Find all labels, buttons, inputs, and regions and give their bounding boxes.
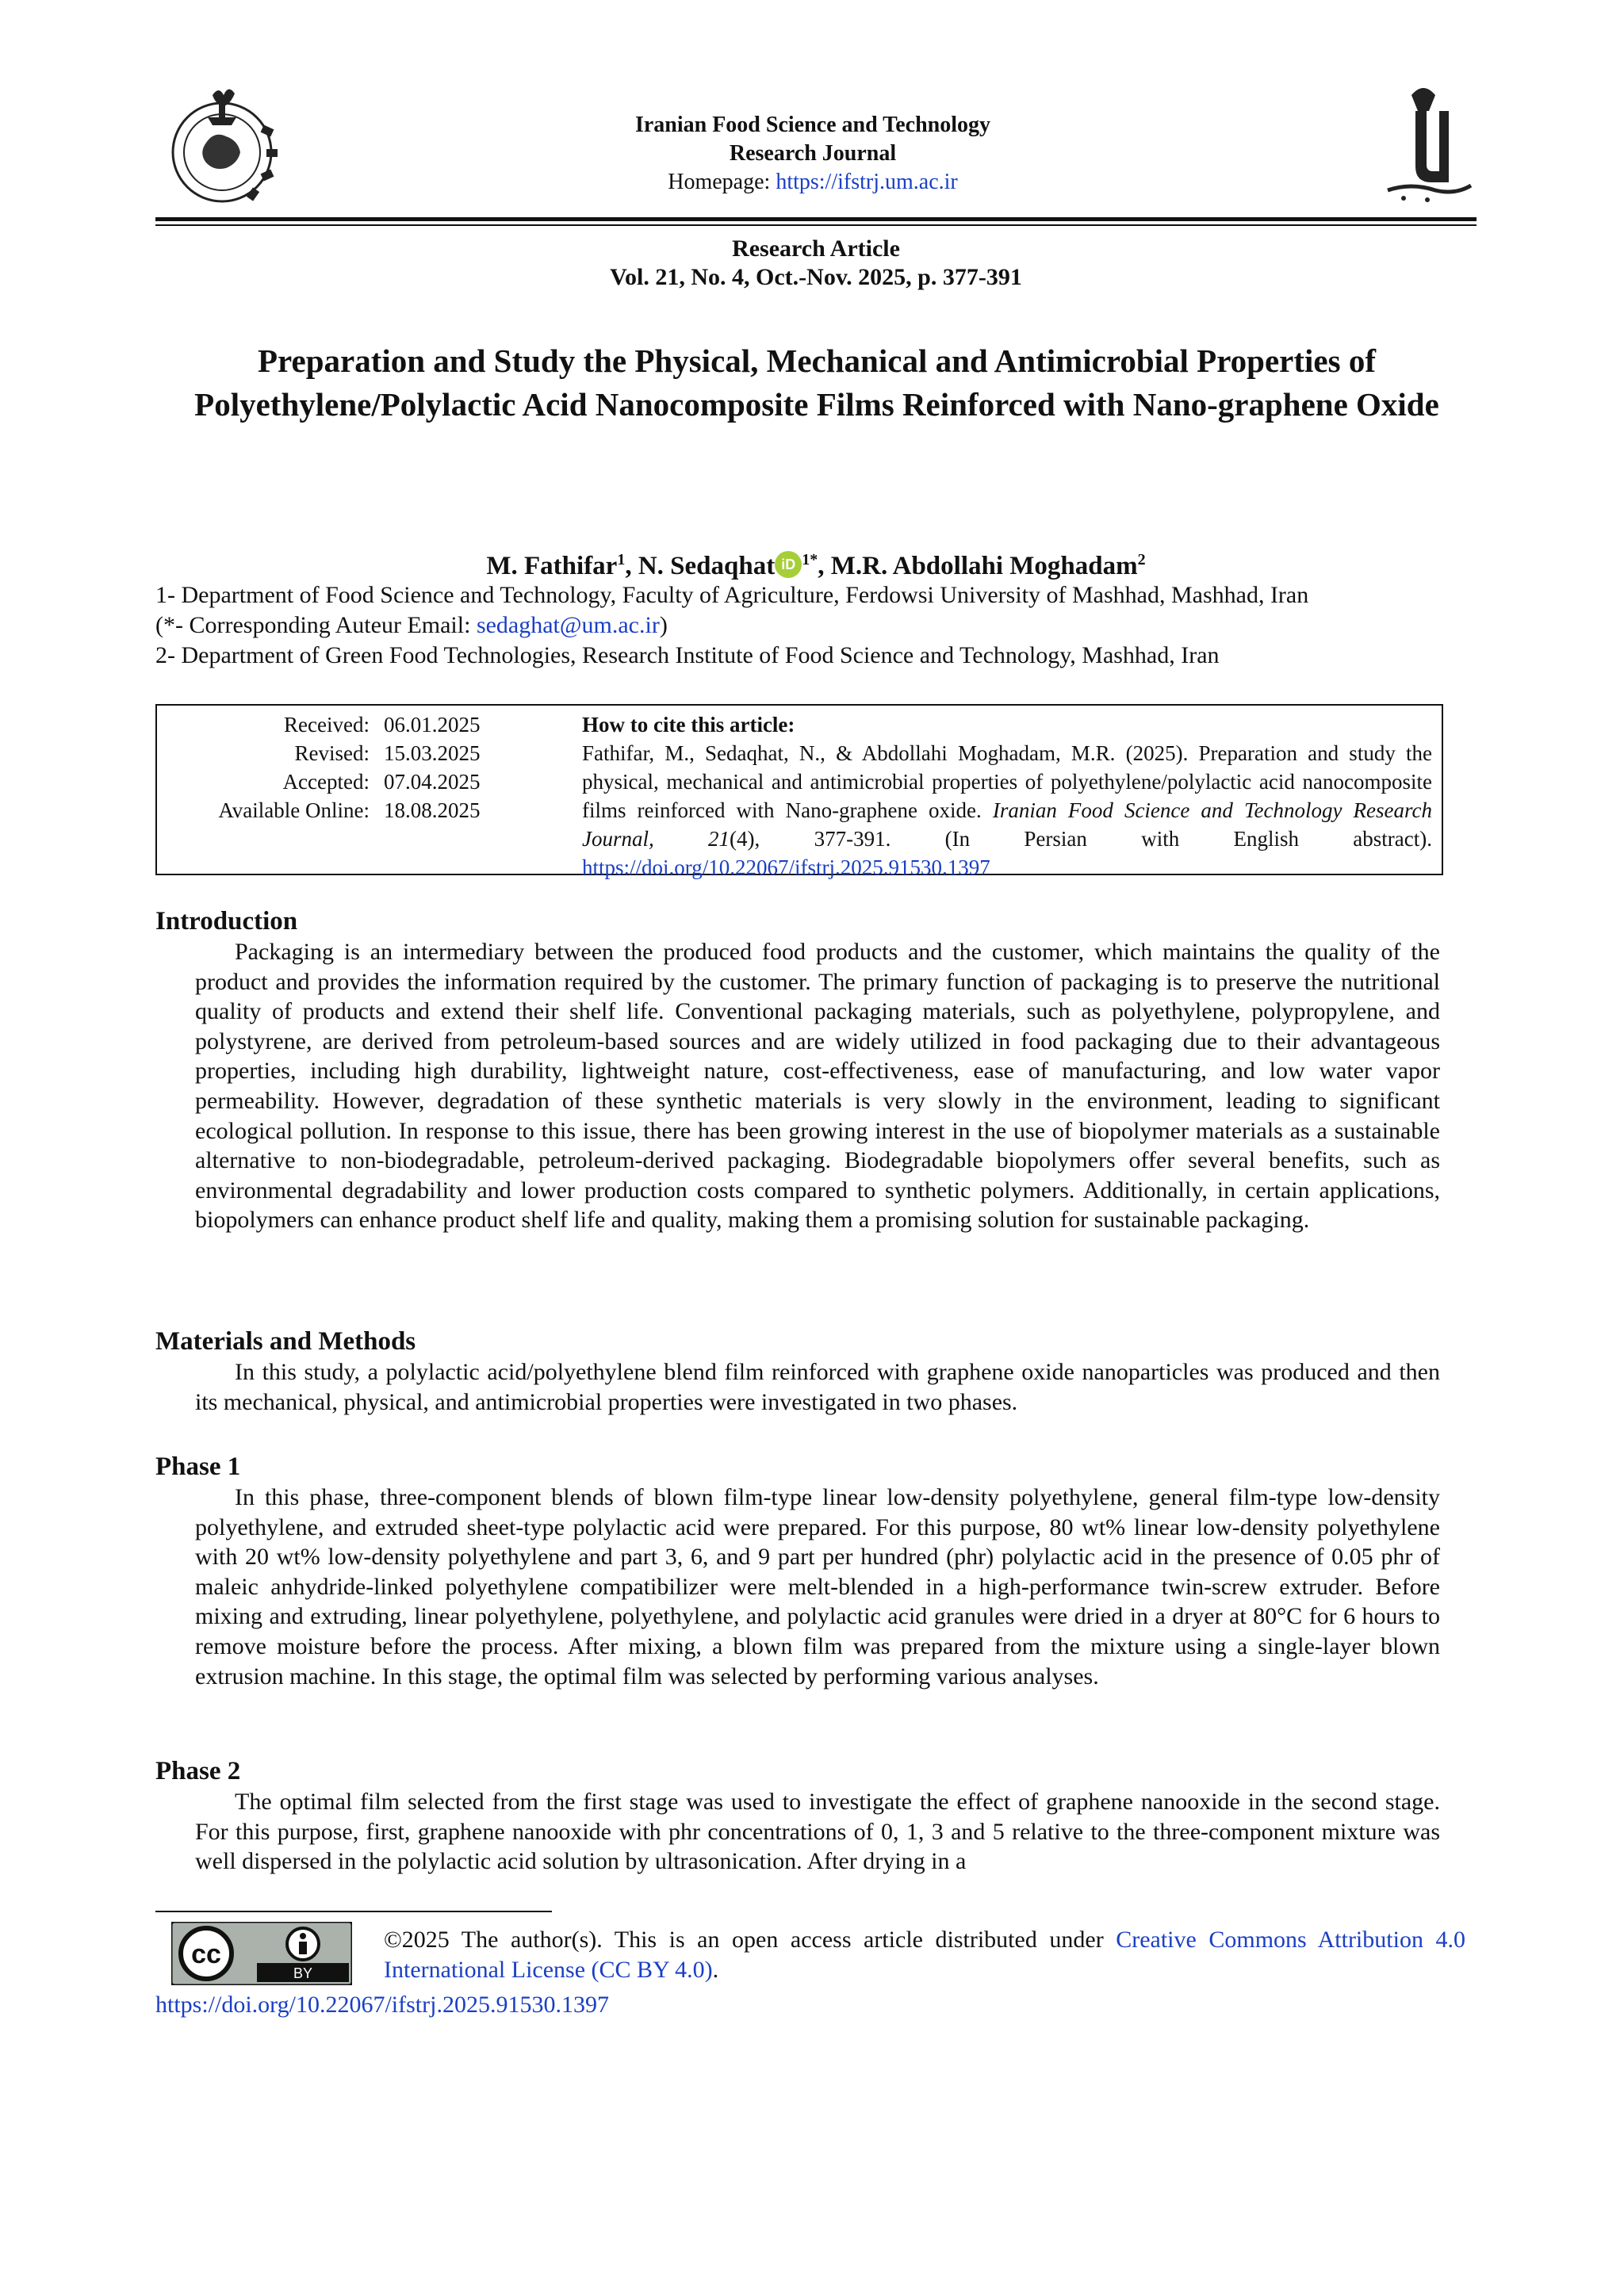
article-info-box [155,704,1443,879]
date-label: Accepted: [282,770,370,794]
cc-by-badge[interactable] [171,1922,352,1985]
citation-text: Fathifar, M., Sedaqhat, N., & Abdollahi Moghadam, M.R. (2025). Preparation and study the physical, mechanical and antimicrobial properties of polyethylene/polylactic acid nanocomposite films reinforced with Nano-graphene oxide. [582,741,1432,822]
author-1-affil: 1 [617,551,626,568]
citation-heading: How to cite this article: [582,713,795,737]
section-title: Materials and Methods [155,1327,416,1356]
section-paragraph: In this study, a polylactic acid/polyethylene blend film reinforced with graphene oxide nanoparticles was produced and then its mechanical, physical, and antimicrobial properties were investigated in two phases. [195,1359,1440,1415]
corresponding-email-link[interactable]: sedaghat@um.ac.ir [476,612,660,638]
article-dates [168,710,644,825]
university-logo [1380,79,1475,206]
date-value: 07.04.2025 [384,770,481,794]
svg-text:cc: cc [191,1939,221,1969]
date-value: 06.01.2025 [384,713,481,737]
journal-name-line2: Research Journal [729,141,897,166]
date-label: Available Online: [218,798,370,822]
article-title: Preparation and Study the Physical, Mechanical and Antimicrobial Properties of Polyethylene/Polylactic Acid Nanocomposite Films Reinforced with Nano-graphene Oxide [194,342,1439,423]
header-rule-thin [155,224,1477,226]
section-paragraph: In this phase, three-component blends of blown film-type linear low-density polyethylene, general film-type low-density polyethylene, and extruded sheet-type polylactic acid were prepared. For this purpose, 80 wt% linear low-density polyethylene with 20 wt% low-density polyethylene and part 3, 6, and 9 part per hundred (phr) polylactic acid in the presence of 0.05 phr of maleic anhydride-linked polyethylene compatibilizer were melt-blended in a high-performance twin-screw extruder. Before mixing and extruding, linear polyethylene, polyethylene, and polylactic acid granules were dried in a dryer at 80°C for 6 hours to remove moisture before the process. After mixing, a blown film was prepared from the mixture using a single-layer blown extrusion machine. In this stage, the optimal film was selected by performing various analyses. [195,1484,1440,1689]
section-title: Phase 1 [155,1452,241,1481]
affiliation-2: 2- Department of Green Food Technologies, Research Institute of Food Science and Technology, Mashhad, Iran [155,642,1220,668]
section-paragraph: Packaging is an intermediary between the produced food products and the customer, which maintains the quality of the product and provides the information required by the customer. The primary function of packaging is to preserve the nutritional quality of products and extend their shelf life. Conventional packaging materials, such as polyethylene, polypropylene, and polystyrene, are derived from petroleum-based sources and are widely utilized in food packaging due to their advantageous properties, including high durability, lightweight nature, cost-effectiveness, ease of manufacturing, and low water vapor permeability. However, degradation of these synthetic materials is very slowly in the environment, leading to significant ecological pollution. In response to this issue, there has been growing interest in the use of biopolymer materials as a sustainable alternative to non-biodegradable, petroleum-derived packaging. Biodegradable biopolymers offer several benefits, such as environmental degradability and lower production costs compared to synthetic polymers. Additionally, in certain applications, biopolymers can enhance product shelf life and quality, making them a promising solution for sustainable packaging. [195,939,1440,1234]
cc-by-label: BY [293,1965,313,1981]
article-volume: Vol. 21, No. 4, Oct.-Nov. 2025, p. 377-391 [610,264,1022,290]
date-available-online [168,796,644,825]
date-received [168,710,644,739]
introduction-section [155,905,1440,1235]
license-text: ©2025 The author(s). This is an open access article distributed under [384,1927,1116,1953]
author-list: M. Fathifar$^1$, N. Sedaqhat iD $^{1*}$, M.R. Abdollahi Moghadam$^2$ [486,551,1146,580]
affiliations [155,580,1503,671]
author-3-affil: 2 [1137,551,1146,568]
journal-header [444,111,1182,197]
author-1: M. Fathifar [486,552,618,580]
date-accepted [168,767,644,796]
citation-block [582,710,1432,882]
author-3: M.R. Abdollahi Moghadam [830,552,1138,580]
citation-text-end: (4), 377-391. (In Persian with English abstract). [730,827,1432,851]
homepage-line [444,168,1182,197]
license-end: . [712,1957,719,1983]
date-label: Received: [284,713,370,737]
section-title: Introduction [155,907,298,936]
corresponding-suffix: ) [659,612,668,638]
homepage-label: Homepage: [668,170,776,194]
phase2-section [155,1755,1440,1877]
footnote-rule [155,1911,552,1912]
author-2: N. Sedaqhat [638,552,776,580]
homepage-link[interactable]: https://ifstrj.um.ac.ir [776,170,958,194]
phase1-section [155,1451,1440,1691]
author-2-affil: 1* [802,551,818,568]
section-title: Phase 2 [155,1757,241,1785]
date-label: Revised: [294,741,370,765]
section-paragraph: The optimal film selected from the first stage was used to investigate the effect of graphene nanooxide in the second stage. For this purpose, first, graphene nanooxide with phr concentrations of 0, 1, 3 and 5 relative to the three-component mixture was well dispersed in the polylactic acid solution by ultrasonication. After drying in a [195,1789,1440,1875]
corresponding-author [155,610,1503,641]
date-value: 15.03.2025 [384,741,481,765]
society-logo [159,79,285,214]
article-type: Research Article [732,235,900,262]
corresponding-prefix: (*- Corresponding Auteur Email: [155,612,477,638]
affiliation-1: 1- Department of Food Science and Technology, Faculty of Agriculture, Ferdowsi University of Mashhad, Mashhad, Iran [155,582,1309,608]
license-link[interactable]: Creative Commons Attribution 4.0 International License (CC BY 4.0) [384,1927,1465,1983]
article-meta [155,235,1477,292]
date-value: 18.08.2025 [384,798,481,822]
orcid-icon[interactable]: iD [775,551,802,578]
license-statement [384,1925,1465,1985]
citation-doi-link[interactable]: https://doi.org/10.22067/ifstrj.2025.91530.1397 [582,855,990,879]
header-rule-thick [155,217,1477,221]
date-revised [168,739,644,767]
methods-section [155,1326,1440,1417]
citation-journal: Iranian Food Science and Technology Research Journal, 21 [582,798,1432,851]
footer-doi-link[interactable]: https://doi.org/10.22067/ifstrj.2025.91530.1397 [155,1992,609,2018]
journal-name-line1: Iranian Food Science and Technology [634,113,991,137]
